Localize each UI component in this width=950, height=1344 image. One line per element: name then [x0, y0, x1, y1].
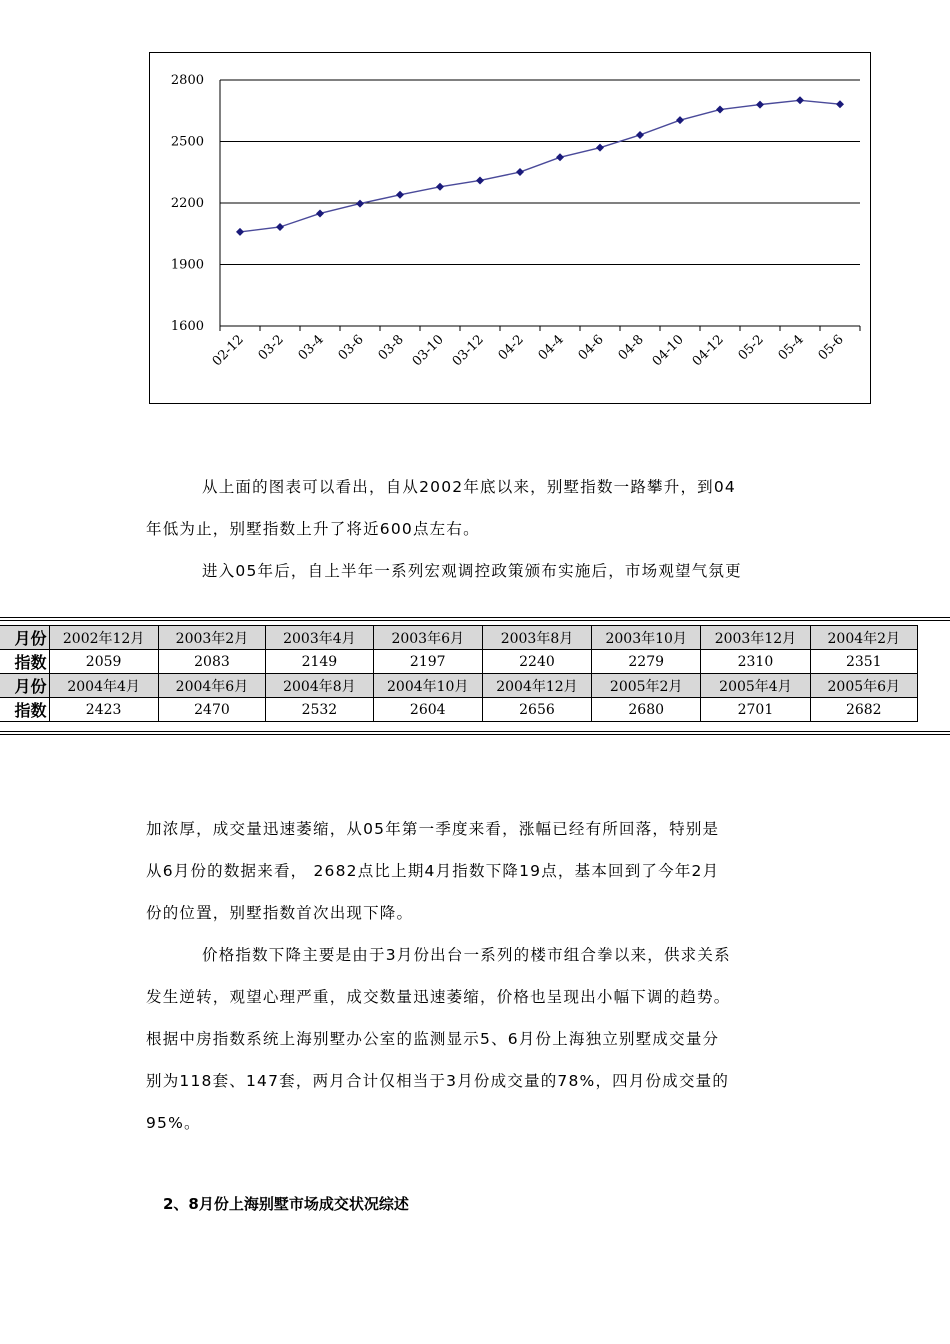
table-cell: 2680: [592, 698, 701, 722]
table-cell: 2005年6月: [810, 674, 917, 698]
table-cell: 2005年4月: [701, 674, 810, 698]
x-tick-label: 03-10: [409, 332, 447, 370]
series-line: [240, 100, 840, 232]
table-cell: 2004年4月: [49, 674, 158, 698]
table-cell: 2532: [266, 698, 373, 722]
table-cell: 2003年12月: [701, 626, 810, 650]
paragraph-1-line-2: 年低为止，别墅指数上升了将近600点左右。: [146, 520, 480, 538]
paragraph-4-line-1: 价格指数下降主要是由于3月份出台一系列的楼市组合拳以来，供求关系: [202, 946, 731, 964]
paragraph-4-line-2: 发生逆转，观望心理严重，成交数量迅速萎缩，价格也呈现出小幅下调的趋势。: [146, 988, 731, 1006]
section-heading: 2、8月份上海别墅市场成交状况综述: [163, 1195, 409, 1213]
paragraph-3-line-1: 加浓厚，成交量迅速萎缩，从05年第一季度来看，涨幅已经有所回落，特别是: [146, 820, 720, 838]
table-cell: 2149: [266, 650, 373, 674]
y-tick-label: 2800: [170, 73, 204, 88]
table-cell: 2004年12月: [482, 674, 591, 698]
table-cell: 2004年10月: [373, 674, 482, 698]
data-point: [716, 106, 724, 114]
table-row-values-1: [0, 650, 918, 674]
table-cell: 2004年2月: [810, 626, 917, 650]
table-cell: 2002年12月: [49, 626, 158, 650]
paragraph-2-line-1: 进入05年后，自上半年一系列宏观调控政策颁布实施后，市场观望气氛更: [202, 562, 742, 580]
x-tick-label: 04-4: [535, 332, 567, 364]
x-tick-label: 03-12: [449, 332, 487, 370]
table-cell: 2197: [373, 650, 482, 674]
data-point: [676, 116, 684, 124]
y-tick-label: 1900: [170, 257, 204, 273]
data-point: [236, 228, 244, 236]
table-cell: 2423: [49, 698, 158, 722]
data-point: [356, 200, 364, 208]
x-tick-label: 05-4: [775, 332, 807, 364]
data-point: [476, 176, 484, 184]
x-tick-label: 04-12: [689, 332, 727, 370]
index-header: 指数: [0, 650, 49, 674]
table-cell: 2004年8月: [266, 674, 373, 698]
data-point: [596, 144, 604, 152]
data-point: [636, 131, 644, 139]
x-tick-label: 04-8: [615, 332, 647, 364]
paragraph-3-line-3: 份的位置，别墅指数首次出现下降。: [146, 904, 414, 922]
table-cell: 2004年6月: [158, 674, 265, 698]
paragraph-1-line-1: 从上面的图表可以看出，自从2002年底以来，别墅指数一路攀升，到04: [202, 478, 736, 496]
data-point: [436, 183, 444, 191]
data-point: [316, 209, 324, 217]
data-point: [796, 96, 804, 104]
data-point: [556, 153, 564, 161]
index-line-chart: [149, 52, 871, 404]
data-point: [276, 223, 284, 231]
table-row-months-2: [0, 674, 918, 698]
table-cell: 2003年6月: [373, 626, 482, 650]
x-tick-label: 03-8: [375, 332, 407, 364]
x-tick-label: 03-6: [335, 332, 367, 364]
table-cell: 2005年2月: [592, 674, 701, 698]
x-tick-label: 04-6: [575, 332, 607, 364]
table-cell: 2279: [592, 650, 701, 674]
x-tick-label: 05-2: [735, 332, 767, 364]
month-header: 月份: [0, 674, 49, 698]
table-row-values-2: [0, 698, 918, 722]
paragraph-3-line-2: 从6月份的数据来看， 2682点比上期4月指数下降19点，基本回到了今年2月: [146, 862, 720, 880]
table-cell: 2059: [49, 650, 158, 674]
table-cell: 2604: [373, 698, 482, 722]
table-cell: 2003年4月: [266, 626, 373, 650]
chart-svg: [150, 53, 872, 405]
y-tick-label: 1600: [170, 319, 204, 334]
data-point: [516, 168, 524, 176]
y-tick-label: 2500: [170, 134, 204, 150]
table-cell: 2351: [810, 650, 917, 674]
month-header: 月份: [0, 626, 49, 650]
table-cell: 2682: [810, 698, 917, 722]
table-cell: 2656: [482, 698, 591, 722]
paragraph-4-line-4: 别为118套、147套，两月合计仅相当于3月份成交量的78%，四月份成交量的: [146, 1072, 730, 1090]
index-header: 指数: [0, 698, 49, 722]
table-cell: 2003年2月: [158, 626, 265, 650]
index-data-table: [0, 617, 950, 735]
table-cell: 2470: [158, 698, 265, 722]
x-tick-label: 04-2: [495, 332, 527, 364]
x-tick-label: 04-10: [649, 332, 687, 370]
y-tick-label: 2200: [170, 196, 204, 211]
x-tick-label: 05-6: [815, 332, 847, 364]
table-cell: 2701: [701, 698, 810, 722]
table-cell: 2083: [158, 650, 265, 674]
data-point: [756, 101, 764, 109]
table-cell: 2240: [482, 650, 591, 674]
table-cell: 2310: [701, 650, 810, 674]
x-tick-label: 03-4: [295, 332, 327, 364]
table-cell: 2003年8月: [482, 626, 591, 650]
paragraph-4-line-5: 95%。: [146, 1114, 201, 1132]
table-row-months-1: [0, 626, 918, 650]
data-point: [396, 191, 404, 199]
data-point: [836, 100, 844, 108]
x-tick-label: 02-12: [209, 332, 247, 370]
table-cell: 2003年10月: [592, 626, 701, 650]
paragraph-4-line-3: 根据中房指数系统上海别墅办公室的监测显示5、6月份上海独立别墅成交量分: [146, 1030, 720, 1048]
x-tick-label: 03-2: [255, 332, 287, 364]
